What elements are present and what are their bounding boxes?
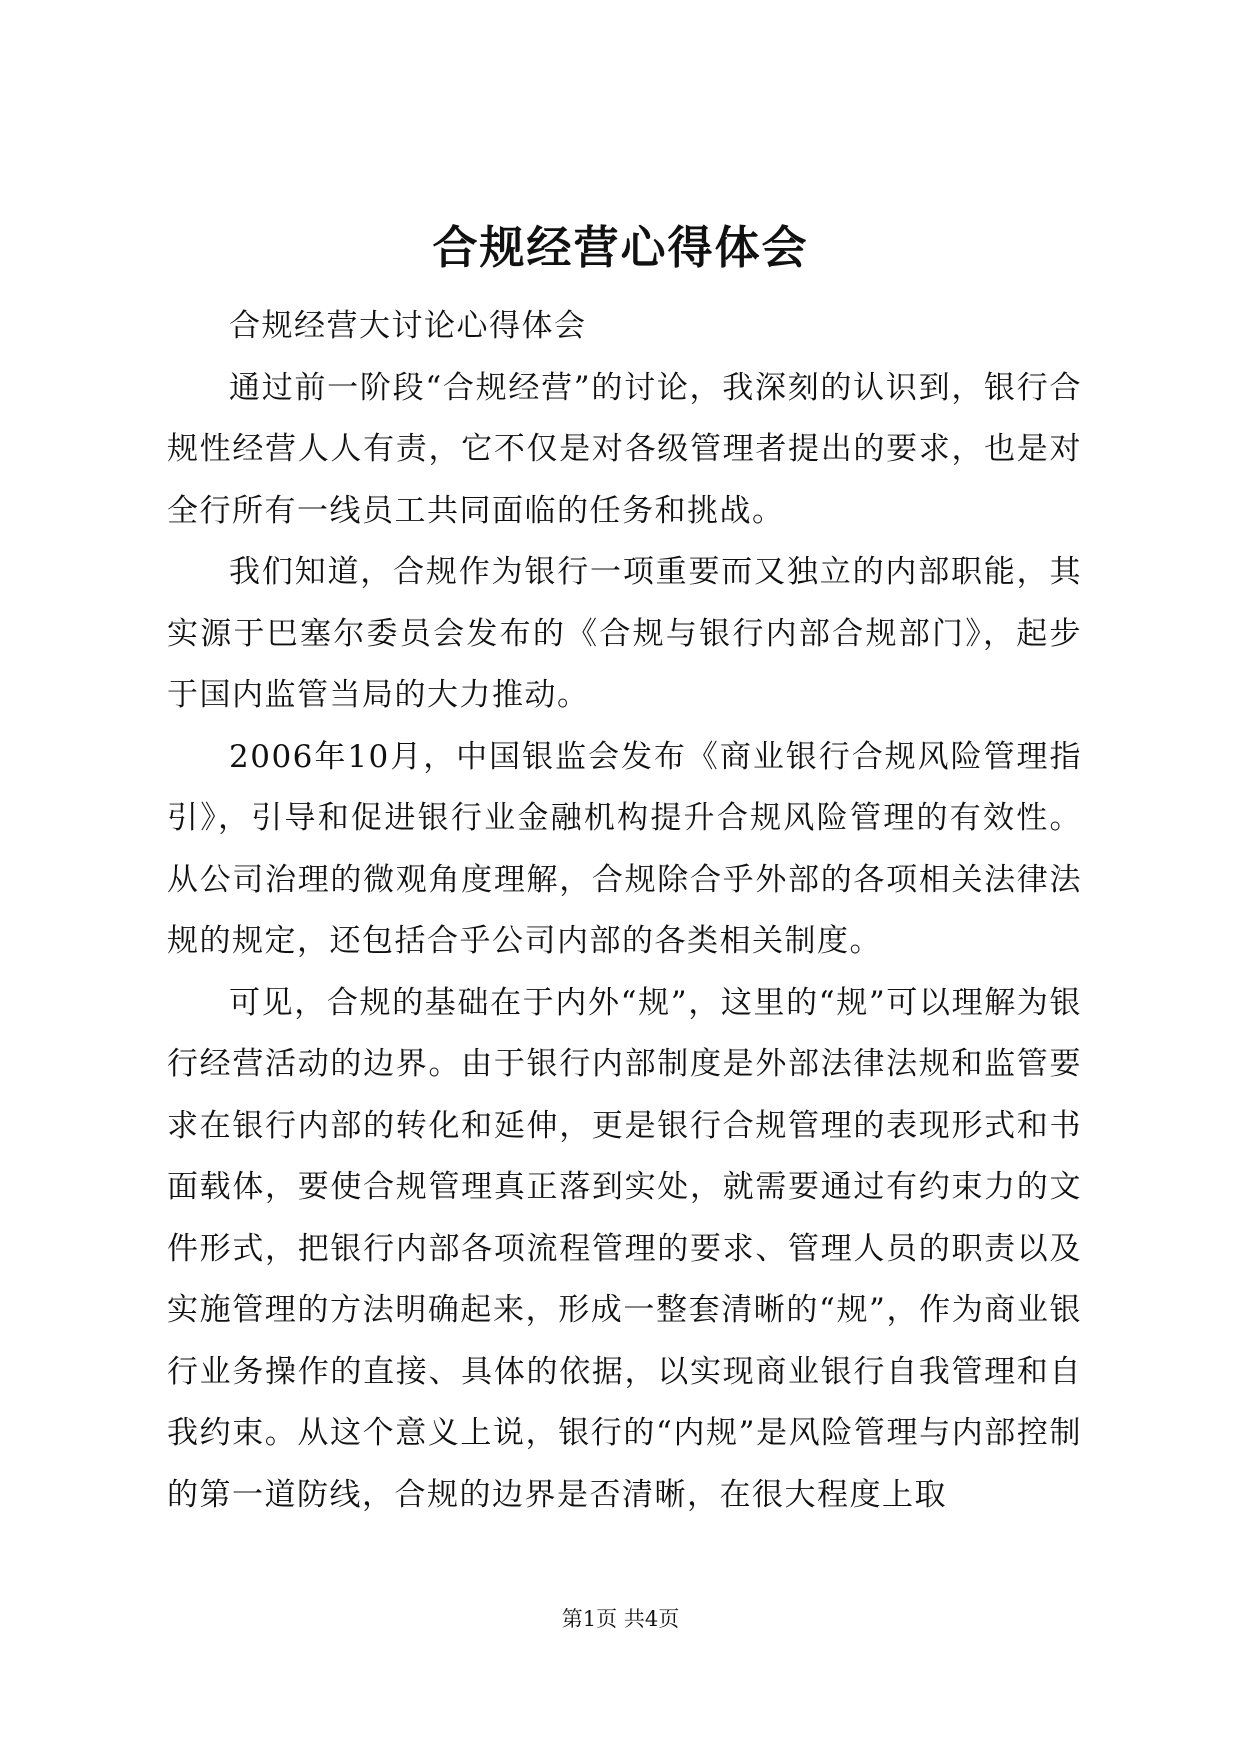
document-title: 合规经营心得体会 [432, 221, 809, 274]
document-body [167, 296, 1082, 1526]
subtitle-paragraph: 合规经营大讨论心得体会 [229, 308, 587, 344]
body-paragraph: 通过前一阶段“合规经营”的讨论，我深刻的认识到，银行合规性经营人人有责，它不仅是对各级管理者提出的要求，也是对全行所有一线员工共同面临的任务和挑战。 [167, 369, 1082, 529]
page-number-footer: 第1页 共4页 [561, 1607, 680, 1631]
body-paragraph: 可见，合规的基础在于内外“规”，这里的“规”可以理解为银行经营活动的边界。由于银行内部制度是外部法律法规和监管要求在银行内部的转化和延伸，更是银行合规管理的表现形式和书面载体，要使合规管理真正落到实处，就需要通过有约束力的文件形式，把银行内部各项流程管理的要求、管理人员的职责以及实施管理的方法明确起来，形成一整套清晰的“规”，作为商业银行业务操作的直接、具体的依据，以实现商业银行自我管理和自我约束。从这个意义上说，银行的“内规”是风险管理与内部控制的第一道防线，合规的边界是否清晰，在很大程度上取 [167, 984, 1082, 1513]
body-paragraph: 2006年10月，中国银监会发布《商业银行合规风险管理指引》，引导和促进银行业金融机构提升合规风险管理的有效性。从公司治理的微观角度理解，合规除合乎外部的各项相关法律法规的规定，还包括合乎公司内部的各类相关制度。 [167, 738, 1082, 959]
body-paragraph: 我们知道，合规作为银行一项重要而又独立的内部职能，其实源于巴塞尔委员会发布的《合规与银行内部合规部门》，起步于国内监管当局的大力推动。 [167, 554, 1082, 713]
